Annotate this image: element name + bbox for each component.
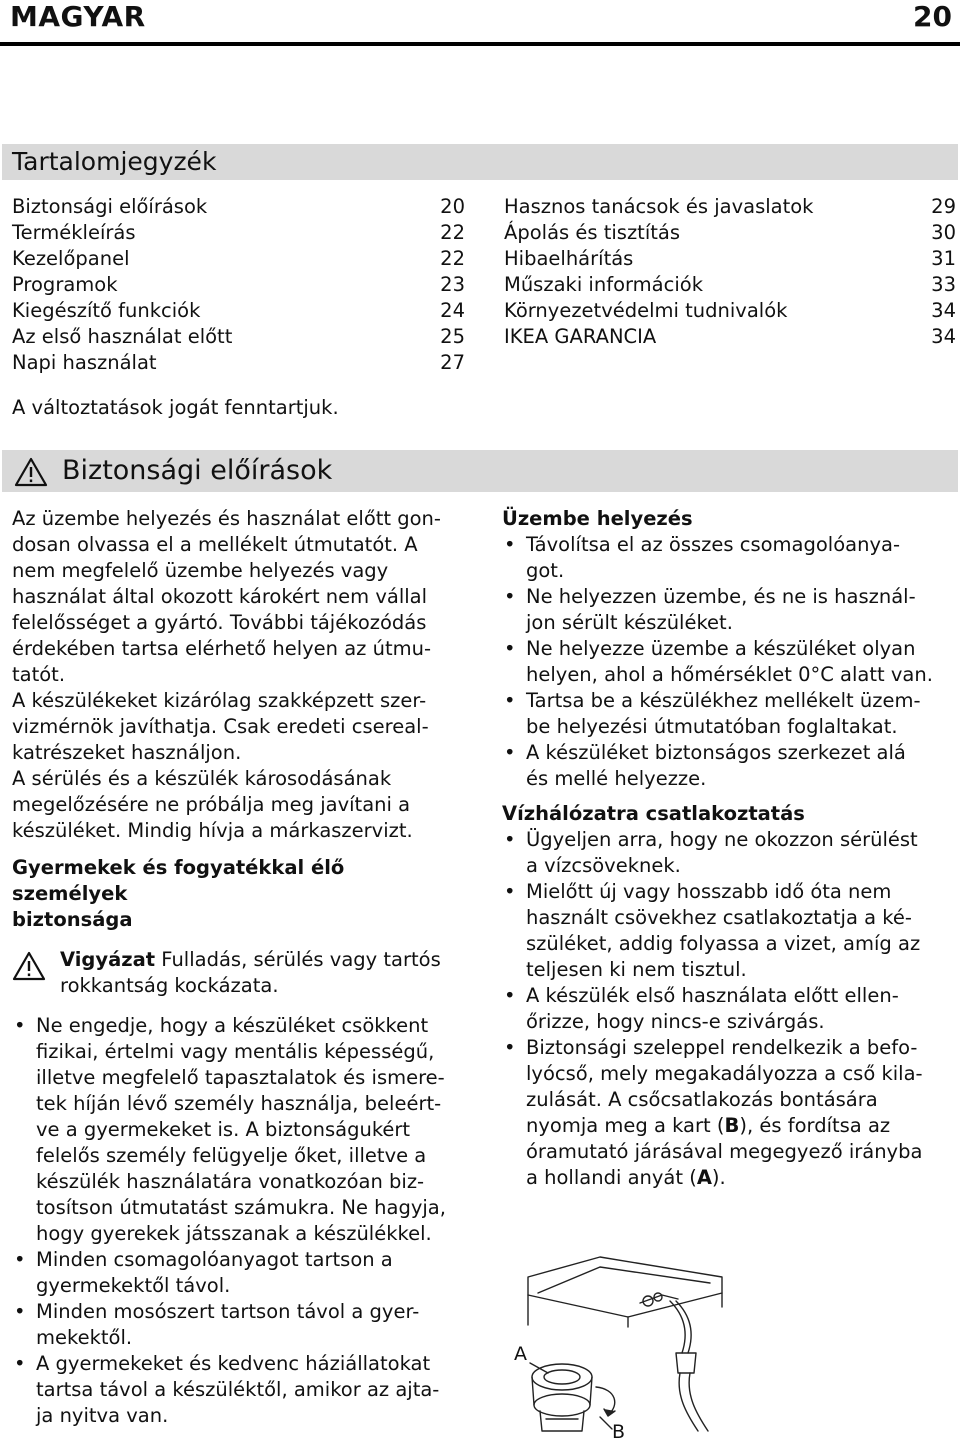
toc-entry-page: 33 — [931, 273, 956, 296]
text-line: A készülékeket kizárólag szakképzett szer- — [12, 689, 427, 712]
text-line: őrizze, hogy nincs-e szivárgás. — [526, 1010, 825, 1033]
toc-entry[interactable] — [504, 272, 956, 298]
text-line: Ne engedje, hogy a készüléket csökkent — [36, 1014, 429, 1037]
rights-note: A változtatások jogát fenntartjuk. — [12, 396, 339, 419]
toc-entry[interactable] — [12, 324, 465, 350]
toc-entry-page: 22 — [440, 247, 465, 270]
text-line: Távolítsa el az összes csomagolóanya- — [526, 533, 900, 556]
warning-text — [60, 947, 441, 999]
lever-ref: B — [724, 1114, 740, 1137]
text-line: tek híján lévő személy használja, beleért- — [36, 1092, 442, 1115]
text-fragment: a hollandi anyát ( — [526, 1166, 697, 1189]
text-line: szüléket, addig folyassa a vizet, amíg az — [526, 932, 921, 955]
text-fragment: ). — [711, 1166, 726, 1189]
toc-entry-label: Kiegészítő funkciók — [12, 299, 201, 322]
warning-icon — [12, 951, 46, 981]
list-item — [502, 879, 954, 983]
text-line: A készüléket biztonságos szerkezet alá — [526, 741, 906, 764]
text-line: készüléket. Mindig hívja a márkaszervizt. — [12, 819, 413, 842]
water-connection-heading: Vízhálózatra csatlakoztatás — [502, 802, 805, 825]
intro-paragraph — [12, 506, 462, 844]
text-line: a vízcsöveknek. — [526, 854, 681, 877]
toc-entry-label: Az első használat előtt — [12, 325, 233, 348]
toc-entry[interactable] — [504, 220, 956, 246]
water-connection-list — [502, 827, 954, 1191]
toc-entry-label: Környezetvédelmi tudnivalók — [504, 299, 788, 322]
text-line: vizmérnök javíthatja. Csak eredeti csereal- — [12, 715, 429, 738]
text-line: tartsa távol a készüléktől, amikor az ajta- — [36, 1378, 440, 1401]
toc-left-column — [12, 194, 465, 376]
toc-entry-page: 20 — [440, 195, 465, 218]
text-line: Ne helyezzen üzembe, és ne is használ- — [526, 585, 916, 608]
list-item — [12, 1299, 462, 1351]
toc-entry[interactable] — [504, 194, 956, 220]
safety-title-bar — [2, 450, 958, 492]
toc-entry-label: Hibaelhárítás — [504, 247, 634, 270]
nut-ref: A — [696, 1166, 712, 1189]
toc-entry-label: Hasznos tanácsok és javaslatok — [504, 195, 814, 218]
text-line: felelősséget a gyártó. További tájékozódás — [12, 611, 427, 634]
toc-entry-label: Programok — [12, 273, 118, 296]
toc-entry-label: Biztonsági előírások — [12, 195, 208, 218]
list-item — [12, 1247, 462, 1299]
page-number: 20 — [913, 0, 952, 33]
warning-callout — [12, 947, 462, 999]
toc-entry[interactable] — [12, 350, 465, 376]
text-line: A gyermekeket és kedvenc háziállatokat — [36, 1352, 431, 1375]
toc-entry[interactable] — [12, 194, 465, 220]
text-line: lyócső, mely megakadályozza a cső kila- — [526, 1062, 923, 1085]
toc-entry-page: 27 — [440, 351, 465, 374]
text-line: A készülék első használata előtt ellen- — [526, 984, 899, 1007]
toc-entry-label: Műszaki információk — [504, 273, 703, 296]
toc-entry-label: IKEA GARANCIA — [504, 325, 657, 348]
toc-entry[interactable] — [504, 298, 956, 324]
toc-entry-page: 34 — [931, 325, 956, 348]
text-line: dosan olvassa el a mellékelt útmutatót. A — [12, 533, 418, 556]
toc-entry[interactable] — [12, 220, 465, 246]
safety-title: Biztonsági előírások — [62, 455, 333, 486]
toc-entry-page: 34 — [931, 299, 956, 322]
installation-list — [502, 532, 954, 792]
list-item — [12, 1351, 462, 1429]
toc-right-column — [504, 194, 956, 350]
text-line: Tartsa be a készülékhez mellékelt üzem- — [526, 689, 921, 712]
list-item — [502, 688, 954, 740]
list-item — [502, 532, 954, 584]
list-item — [502, 584, 954, 636]
heading-line: biztonsága — [12, 908, 133, 931]
warning-icon — [14, 457, 48, 487]
toc-entry-label: Ápolás és tisztítás — [504, 221, 681, 244]
toc-entry-page: 25 — [440, 325, 465, 348]
children-safety-heading — [12, 855, 462, 933]
figure-label-a: A — [514, 1343, 527, 1365]
text-line: teljesen ki nem tisztul. — [526, 958, 747, 981]
list-item — [502, 740, 954, 792]
toc-entry-label: Napi használat — [12, 351, 157, 374]
toc-entry-page: 30 — [931, 221, 956, 244]
text-line: Minden csomagolóanyagot tartson a — [36, 1248, 393, 1271]
text-line: és mellé helyezze. — [526, 767, 707, 790]
list-item — [502, 636, 954, 688]
toc-entry[interactable] — [504, 246, 956, 272]
toc-entry[interactable] — [12, 246, 465, 272]
text-line: megelőzésére ne próbálja meg javítani a — [12, 793, 411, 816]
text-line: got. — [526, 559, 565, 582]
list-item — [502, 983, 954, 1035]
text-line: felelős személy felügyelje őket, illetve a — [36, 1144, 427, 1167]
text-line: Minden mosószert tartson távol a gyer- — [36, 1300, 420, 1323]
text-line: Az üzembe helyezés és használat előtt gon- — [12, 507, 441, 530]
header-language: MAGYAR — [10, 0, 146, 33]
toc-entry-label: Kezelőpanel — [12, 247, 130, 270]
text-line: használt csövekhez csatlakoztatja a ké- — [526, 906, 912, 929]
text-line: érdekében tartsa elérhető helyen az útmu- — [12, 637, 432, 660]
text-line: hogy gyerekek játsszanak a készülékkel. — [36, 1222, 432, 1245]
safety-left-column — [12, 506, 462, 1429]
heading-line: Gyermekek és fogyatékkal élő személyek — [12, 856, 345, 905]
children-safety-list — [12, 1013, 462, 1429]
text-line: tosítson útmutatást számukra. Ne hagyja, — [36, 1196, 446, 1219]
text-line: ja nyitva van. — [36, 1404, 169, 1427]
safety-right-column — [502, 506, 954, 1191]
text-fragment: nyomja meg a kart ( — [526, 1114, 725, 1137]
text-line: tatót. — [12, 663, 66, 686]
toc-title: Tartalomjegyzék — [12, 147, 217, 176]
text-line: fizikai, értelmi vagy mentális képességű, — [36, 1040, 435, 1063]
text-line: Mielőtt új vagy hosszabb idő óta nem — [526, 880, 892, 903]
warning-line: rokkantság kockázata. — [60, 974, 279, 997]
text-fragment: ), és fordítsa az — [739, 1114, 891, 1137]
toc-entry-page: 24 — [440, 299, 465, 322]
text-line: gyermekektől távol. — [36, 1274, 231, 1297]
installation-heading: Üzembe helyezés — [502, 507, 693, 530]
toc-entry-page: 31 — [931, 247, 956, 270]
text-line: Ügyeljen arra, hogy ne okozzon sérülést — [526, 828, 918, 851]
text-line: jon sérült készüléket. — [526, 611, 733, 634]
list-item — [502, 1035, 954, 1191]
hose-connection-illustration — [500, 1255, 730, 1445]
list-item — [12, 1013, 462, 1247]
text-line: katrészeket használjon. — [12, 741, 242, 764]
toc-entry-page: 29 — [931, 195, 956, 218]
hose-connection-drawing — [500, 1255, 730, 1445]
toc-entry[interactable] — [504, 324, 956, 350]
toc-entry-page: 23 — [440, 273, 465, 296]
text-line: helyen, ahol a hőmérséklet 0°C alatt van. — [526, 663, 933, 686]
toc-entry[interactable] — [12, 298, 465, 324]
text-line: Biztonsági szeleppel rendelkezik a befo- — [526, 1036, 918, 1059]
text-line: illetve megfelelő tapasztalatok és ismere- — [36, 1066, 445, 1089]
warning-label: Vigyázat — [60, 948, 156, 971]
toc-title-bar — [2, 144, 958, 180]
list-item — [502, 827, 954, 879]
toc-entry[interactable] — [12, 272, 465, 298]
warning-line: Fulladás, sérülés vagy tartós — [155, 948, 441, 971]
text-line: óramutató járásával megegyező irányba — [526, 1140, 923, 1163]
header-rule — [0, 42, 960, 46]
text-line: használat által okozott károkért nem vállal — [12, 585, 428, 608]
text-line: ve a gyermekeket is. A biztonságukért — [36, 1118, 411, 1141]
text-line: be helyezési útmutatóban foglaltakat. — [526, 715, 898, 738]
text-line: mekektől. — [36, 1326, 133, 1349]
text-line: készülék használatára vonatkozóan biz- — [36, 1170, 425, 1193]
text-line: nem megfelelő üzembe helyezés vagy — [12, 559, 389, 582]
toc-entry-label: Termékleírás — [12, 221, 136, 244]
figure-label-b: B — [612, 1421, 626, 1443]
toc-entry-page: 22 — [440, 221, 465, 244]
text-line: A sérülés és a készülék károsodásának — [12, 767, 392, 790]
text-line: zulását. A csőcsatlakozás bontására — [526, 1088, 878, 1111]
text-line: Ne helyezze üzembe a készüléket olyan — [526, 637, 916, 660]
